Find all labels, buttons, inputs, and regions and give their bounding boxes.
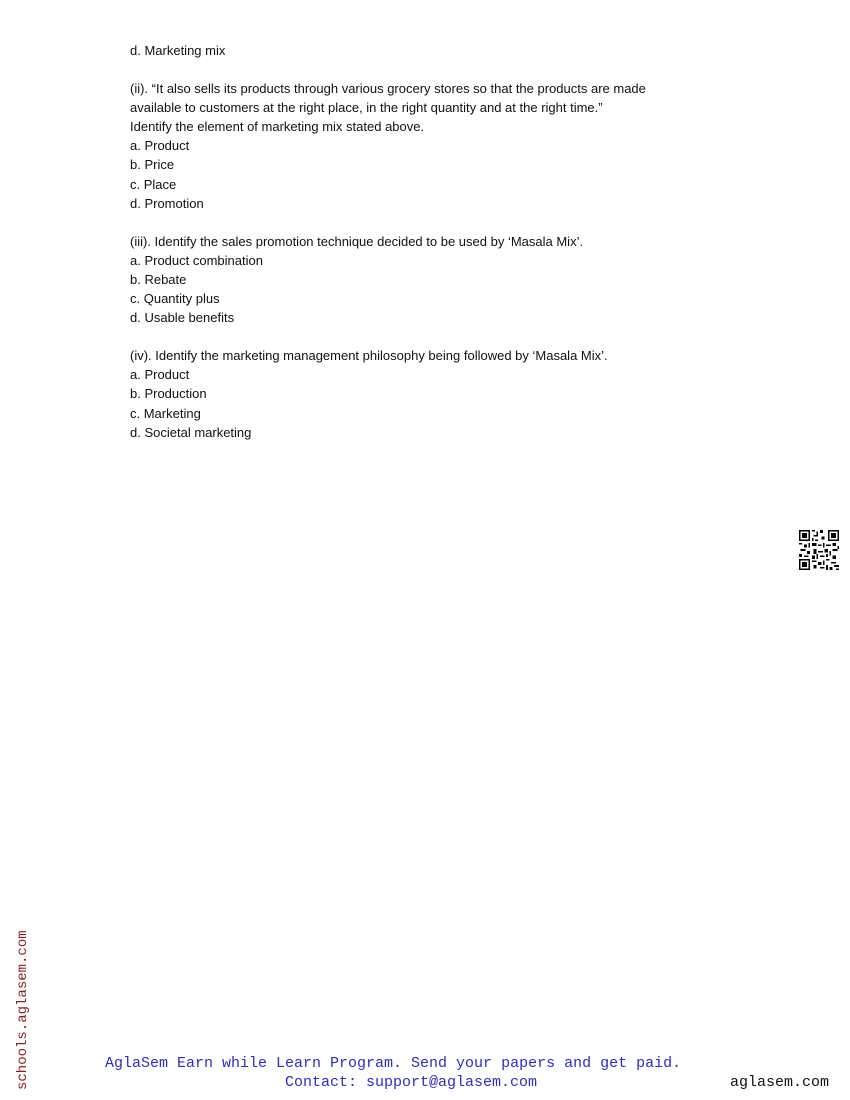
option-c: c. Quantity plus (130, 291, 220, 307)
option-d: d. Promotion (130, 195, 204, 211)
spacer (130, 327, 750, 346)
option-a: a. Product (130, 367, 190, 383)
question-2-text-line1: (ii). “It also sells its products through various grocery stores so that the products are made (130, 81, 646, 97)
question-2-text-line2: available to customers at the right place, in the right quantity and at the right time.” (130, 100, 603, 116)
option-d: d. Societal marketing (130, 424, 252, 440)
question-3-text: (iii). Identify the sales promotion technique decided to be used by ‘Masala Mix’. (130, 233, 584, 249)
spacer (130, 60, 750, 79)
option-b: b. Production (130, 386, 207, 402)
question-3 (130, 232, 750, 327)
option-c: c. Place (130, 176, 177, 192)
qr-code-icon (799, 530, 839, 570)
option-b: b. Price (130, 157, 175, 173)
footer-contact-text[interactable]: Contact: support@aglasem.com (285, 1074, 538, 1091)
option-d: d. Usable benefits (130, 310, 235, 326)
question-4 (130, 346, 750, 441)
document-body (130, 41, 750, 442)
previous-option-d: d. Marketing mix (130, 43, 226, 58)
footer-program-text[interactable]: AglaSem Earn while Learn Program. Send your papers and get paid. (105, 1055, 682, 1072)
question-2 (130, 79, 750, 213)
option-a: a. Product combination (130, 252, 263, 268)
option-b: b. Rebate (130, 271, 187, 287)
question-2-prompt: Identify the element of marketing mix stated above. (130, 119, 425, 135)
question-4-text: (iv). Identify the marketing management philosophy being followed by ‘Masala Mix’. (130, 348, 608, 364)
side-watermark-url[interactable]: schools.aglasem.com (15, 930, 31, 1090)
option-a: a. Product (130, 138, 190, 154)
footer-site-link[interactable]: aglasem.com (730, 1074, 830, 1091)
spacer (130, 213, 750, 232)
option-c: c. Marketing (130, 405, 201, 421)
